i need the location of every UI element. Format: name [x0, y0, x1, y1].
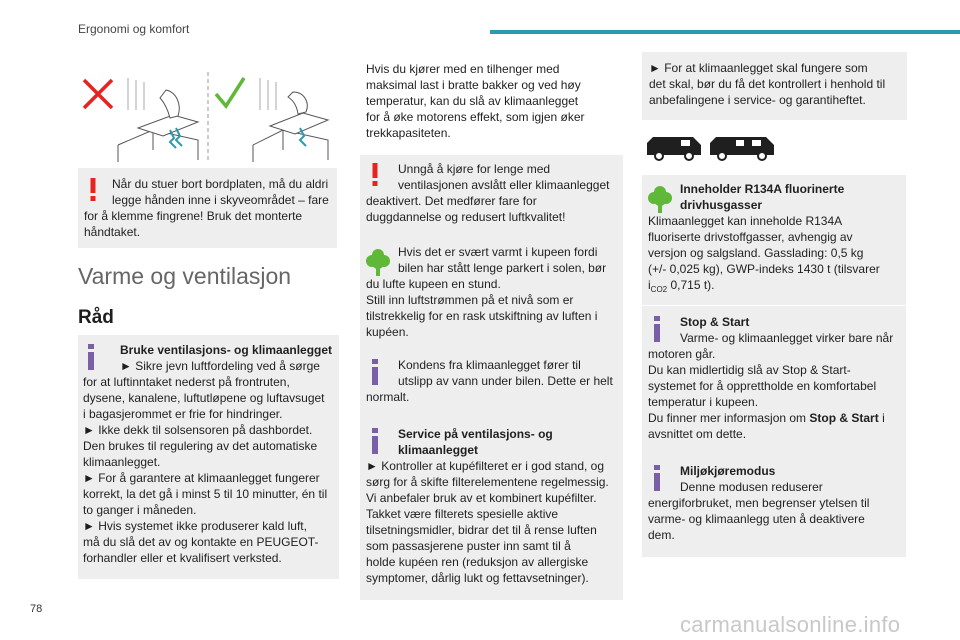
exclamation-icon	[86, 178, 100, 202]
advice-line: i bagasjerommet er frie for hindringer.	[83, 407, 283, 421]
trailer-paragraph	[366, 61, 616, 141]
warning-line: ventilasjonen avslått eller klimaanlegget	[398, 178, 610, 192]
service-title-1: Service på ventilasjons- og	[398, 427, 553, 441]
stopstart-line	[648, 410, 906, 426]
eco-line: Still inn luftstrømmen på et nivå som er	[366, 293, 574, 307]
ecomode-line: dem.	[648, 528, 675, 542]
warning-line: duggdannelse og redusert luftkvalitet!	[366, 210, 566, 224]
info-icon	[652, 316, 662, 342]
ecomode-line: Denne modusen reduserer	[680, 480, 823, 494]
warning-text-3: for å klemme fingrene! Bruk det monterte	[84, 209, 303, 223]
stopstart-line: avsnittet om dette.	[648, 427, 747, 441]
advice-line: ► Hvis systemet ikke produserer kald luft,	[83, 519, 307, 533]
service-title-2: klimaanlegget	[398, 443, 479, 457]
eco-line: du lufte kupeen en stund.	[366, 277, 501, 291]
service-line: holde kupéen ren (reduksjon av allergiske	[366, 555, 589, 569]
advice-line: dysene, kanalene, luftutløpene og luftavsuget	[83, 391, 325, 405]
r134a-line: versjon og salgsland. Gasslading: 0,5 kg	[648, 246, 864, 260]
service-line: Vi anbefaler bruk av et kombinert kupéfilter.	[366, 491, 597, 505]
tree-icon	[365, 247, 391, 277]
advice-line: for at luftinntaket nederst på frontruten,	[83, 375, 290, 389]
advice-line: Den brukes til regulering av det automatiske	[83, 439, 318, 453]
warning-text-2: legge hånden inne i skyveområdet – fare	[112, 193, 329, 207]
tree-icon	[647, 184, 673, 214]
r134a-title-1: Inneholder R134A fluorinerte	[680, 182, 845, 196]
warning-text-1: Når du stuer bort bordplaten, må du aldri	[112, 177, 329, 191]
stopstart-line: temperatur i kupeen.	[648, 395, 759, 409]
info-line: normalt.	[366, 390, 410, 404]
stopstart-title: Stop & Start	[680, 315, 750, 329]
wrong-usage-drawing	[118, 78, 198, 162]
body-line: det skal, bør du få det kontrollert i henhold til	[649, 77, 886, 91]
r134a-pre: i	[648, 278, 651, 292]
r134a-title-2: drivhusgasser	[680, 198, 763, 212]
info-line: utslipp av vann under bilen. Dette er helt	[398, 374, 613, 388]
r134a-line: (+/- 0,025 kg), GWP-indeks 1430 t (tilsvarer	[648, 262, 880, 276]
stopstart-line: motoren går.	[648, 347, 716, 361]
advice-line: ► Ikke dekk til solsensoren på dashbordet.	[83, 423, 313, 437]
service-line: som passasjerene puster inn samt til å	[366, 539, 571, 553]
service-line: symptomer, dårlig lukt og fettavsetninger).	[366, 571, 589, 585]
eco-line: bilen har stått lenge parkert i solen, bør	[398, 261, 607, 275]
r134a-line-last	[648, 277, 906, 298]
van-long-icon	[708, 135, 776, 161]
stopstart-ref-post: i	[878, 411, 885, 425]
stopstart-ref-bold: Stop & Start	[809, 411, 879, 425]
van-short-icon	[645, 135, 703, 161]
warning-line: deaktivert. Det medfører fare for	[366, 194, 537, 208]
eco-box-hot-cabin	[360, 238, 623, 350]
body-line: anbefalingene i service- og garantiheftet.	[649, 93, 866, 107]
stopstart-line: Varme- og klimaanlegget virker bare når	[680, 331, 894, 345]
body-line: maksimal last i bratte bakker og ved høy	[366, 78, 581, 92]
info-box-stop-start	[642, 306, 906, 458]
body-line: Hvis du kjører med en tilhenger med	[366, 62, 560, 76]
body-line: trekkapasiteten.	[366, 126, 451, 140]
advice-title: Bruke ventilasjons- og klimaanlegget	[120, 343, 333, 357]
ecomode-line: varme- og klimaanlegg uten å deaktivere	[648, 512, 865, 526]
info-box-service	[360, 418, 623, 600]
advice-line: må du slå det av og kontakte en PEUGEOT-	[83, 535, 319, 549]
info-box-eco-mode	[642, 455, 906, 557]
info-box-condensation	[360, 349, 623, 421]
service-line: ► Kontroller at kupéfilteret er i god stand, og	[366, 459, 605, 473]
info-icon	[86, 344, 96, 370]
info-icon	[370, 428, 380, 454]
watermark: carmanualsonline.info	[680, 612, 901, 637]
subsection-title: Råd	[78, 307, 114, 328]
service-line: Takket være filterets spesielle aktive	[366, 507, 559, 521]
r134a-post: 0,715 t).	[667, 278, 715, 292]
section-title: Varme og ventilasjon	[78, 263, 292, 289]
r134a-line: Klimaanlegget kan inneholde R134A	[648, 214, 843, 228]
service-check-box	[642, 52, 907, 120]
advice-line: ► For å garantere at klimaanlegget fungerer	[83, 471, 320, 485]
red-cross-icon	[84, 80, 112, 108]
running-header: Ergonomi og komfort	[78, 22, 190, 36]
warning-box-table	[78, 168, 337, 248]
warning-line: Unngå å kjøre for lenge med	[398, 162, 551, 176]
eco-line: Hvis det er svært varmt i kupeen fordi	[398, 245, 598, 259]
service-line: sørg for å skifte filterelementene regelmessig.	[366, 475, 609, 489]
page-number: 78	[30, 603, 43, 615]
info-icon	[652, 465, 662, 491]
info-line: Kondens fra klimaanlegget fører til	[398, 358, 581, 372]
stopstart-ref-pre: Du finner mer informasjon om	[648, 411, 810, 425]
info-box-ventilation-advice	[78, 335, 339, 579]
exclamation-icon	[368, 163, 382, 187]
co2-subscript: CO2	[650, 285, 668, 294]
eco-box-r134a	[642, 175, 906, 305]
correct-usage-drawing	[253, 78, 328, 162]
body-line: temperatur, kan du slå av klimaanlegget	[366, 94, 579, 108]
table-illustration	[78, 70, 333, 165]
advice-line: klimaanlegget.	[83, 455, 161, 469]
warning-text-4: håndtaket.	[84, 225, 141, 239]
advice-line: ► Sikre jevn luftfordeling ved å sørge	[120, 359, 320, 373]
body-line: ► For at klimaanlegget skal fungere som	[649, 61, 868, 75]
eco-line: kupéen.	[366, 325, 409, 339]
stopstart-line: Du kan midlertidig slå av Stop & Start-	[648, 363, 851, 377]
ecomode-title: Miljøkjøremodus	[680, 464, 776, 478]
advice-line: forhandler eller et kvalifisert verksted.	[83, 551, 282, 565]
warning-box-ventilation	[360, 155, 623, 241]
advice-line: to ganger i måneden.	[83, 503, 197, 517]
body-line: for å øke motorens effekt, som igjen øker	[366, 110, 585, 124]
header-accent-bar	[490, 30, 960, 34]
ecomode-line: energiforbruket, men begrenser ytelsen til	[648, 496, 870, 510]
green-check-icon	[216, 78, 244, 106]
advice-line: korrekt, la det gå i minst 5 til 10 minutter, én til	[83, 487, 328, 501]
service-line: tilsetningsmidler, bidrar det til å rense luften	[366, 523, 597, 537]
stopstart-line: systemet for å opprettholde en komfortabel	[648, 379, 877, 393]
info-icon	[370, 359, 380, 385]
r134a-line: fluoriserte drivstoffgasser, avhengig av	[648, 230, 853, 244]
eco-line: tilstrekkelig for en rask utskiftning av luften i	[366, 309, 598, 323]
